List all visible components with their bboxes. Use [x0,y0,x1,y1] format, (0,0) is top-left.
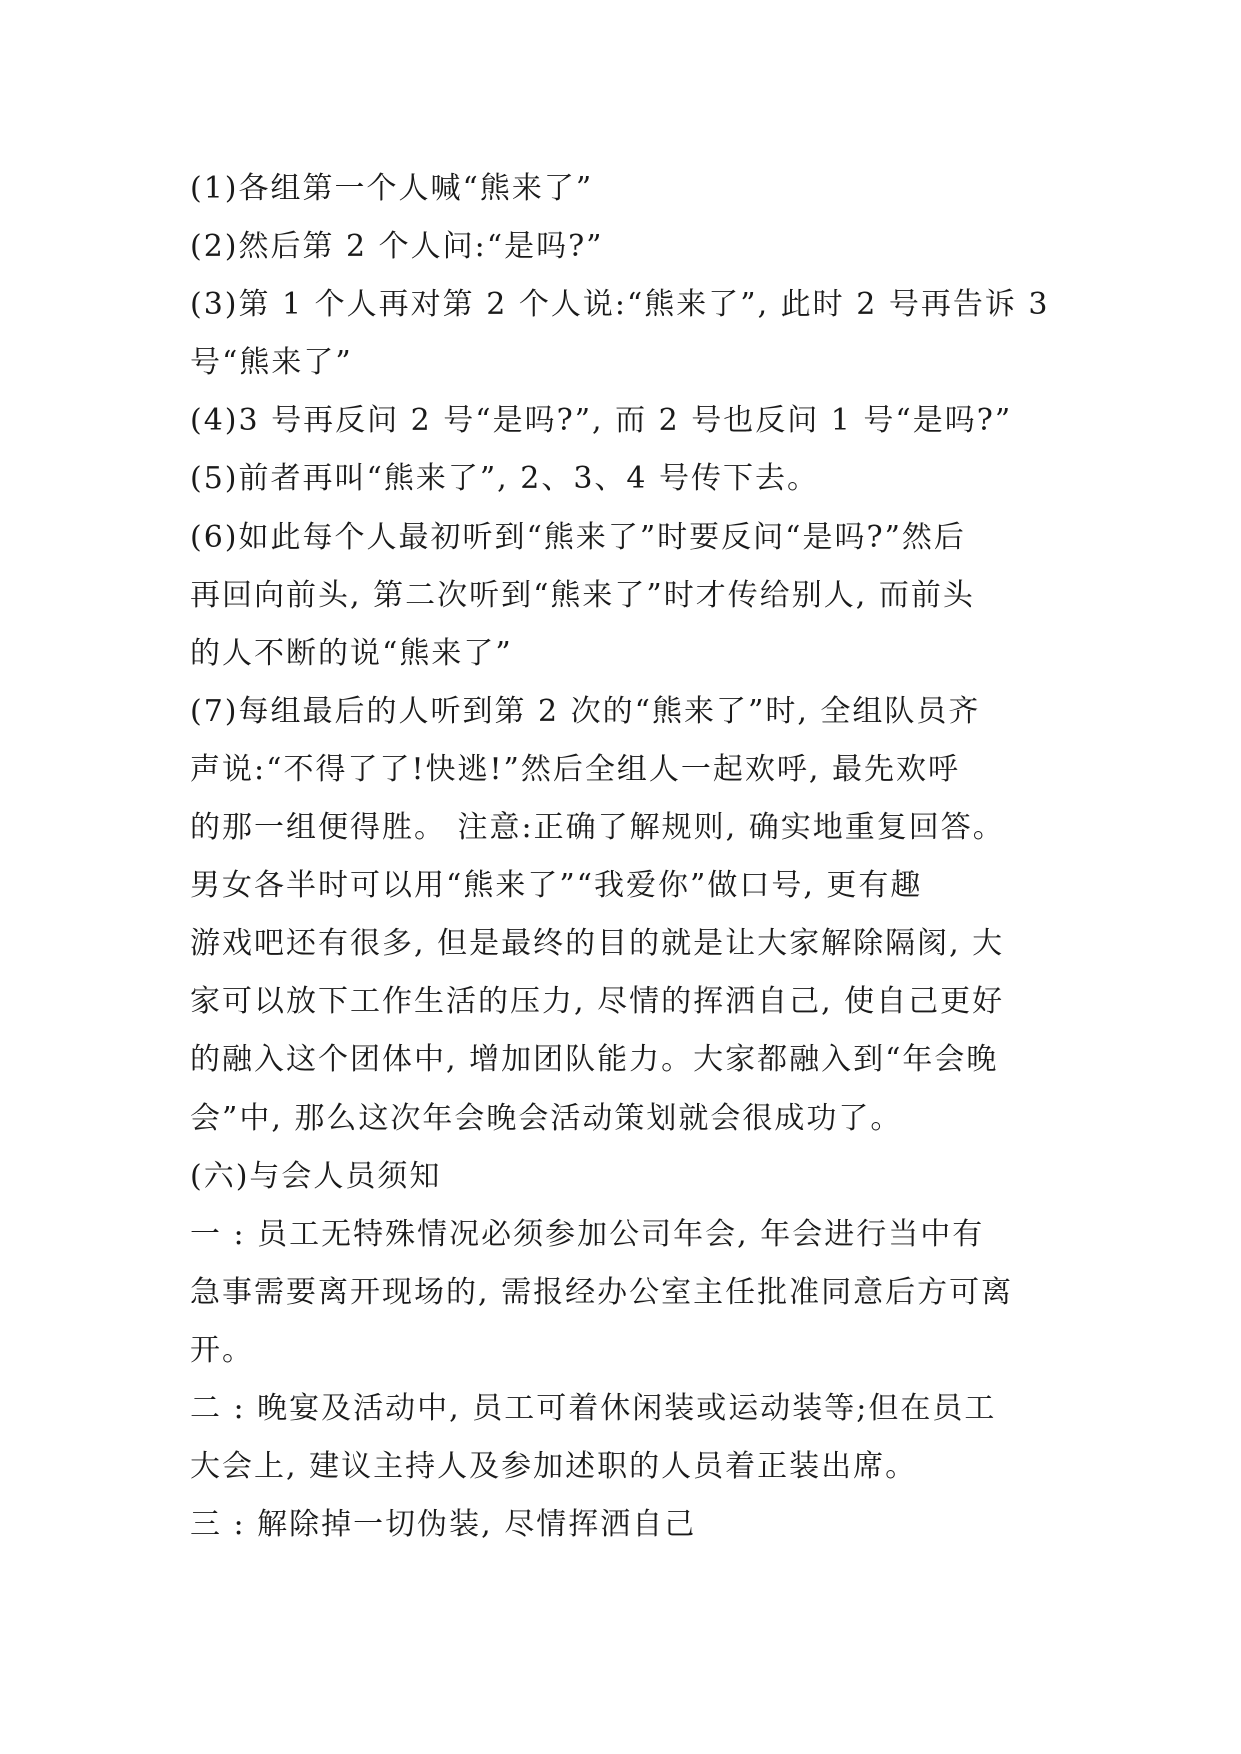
text-line: 急事需要离开现场的, 需报经办公室主任批准同意后方可离 [190,1274,1014,1310]
text-line: 开。 [190,1332,254,1368]
text-line: (3)第 1 个人再对第 2 个人说:“熊来了”, 此时 2 号再告诉 3 [190,287,1050,323]
document-body [190,160,1070,1554]
text-line: 号“熊来了” [190,345,353,381]
text-line: 会”中, 那么这次年会晚会活动策划就会很成功了。 [190,1100,903,1136]
text-line: (6)如此每个人最初听到“熊来了”时要反问“是吗?”然后 [190,519,966,555]
text-line: 的融入这个团体中, 增加团队能力。大家都融入到“年会晚 [190,1042,999,1078]
text-line: (1)各组第一个人喊“熊来了” [190,171,594,206]
text-line: (5)前者再叫“熊来了”, 2、3、4 号传下去。 [190,461,820,497]
text-line: 游戏吧还有很多, 但是最终的目的就是让大家解除隔阂, 大 [190,926,1005,962]
text-line: (4)3 号再反问 2 号“是吗?”, 而 2 号也反问 1 号“是吗?” [190,403,1013,439]
text-line: (2)然后第 2 个人问:“是吗?” [190,229,604,265]
text-line: 的那一组便得胜。 注意:正确了解规则, 确实地重复回答。 [190,810,1005,846]
text-line: 的人不断的说“熊来了” [190,635,513,671]
text-line: 家可以放下工作生活的压力, 尽情的挥洒自己, 使自己更好 [190,984,1005,1020]
text-line: 二 : 晚宴及活动中, 员工可着休闲装或运动装等;但在员工 [190,1390,997,1426]
text-line: 三 : 解除掉一切伪装, 尽情挥洒自己 [190,1507,697,1543]
text-line: (7)每组最后的人听到第 2 次的“熊来了”时, 全组队员齐 [190,693,981,729]
section-heading: (六)与会人员须知 [190,1158,442,1194]
text-line: 一 : 员工无特殊情况必须参加公司年会, 年会进行当中有 [190,1216,985,1252]
text-line: 大会上, 建议主持人及参加述职的人员着正装出席。 [190,1449,918,1485]
text-line: 再回向前头, 第二次听到“熊来了”时才传给别人, 而前头 [190,577,975,613]
text-line: 声说:“不得了了!快逃!”然后全组人一起欢呼, 最先欢呼 [190,751,960,787]
text-line: 男女各半时可以用“熊来了”“我爱你”做口号, 更有趣 [190,868,923,904]
